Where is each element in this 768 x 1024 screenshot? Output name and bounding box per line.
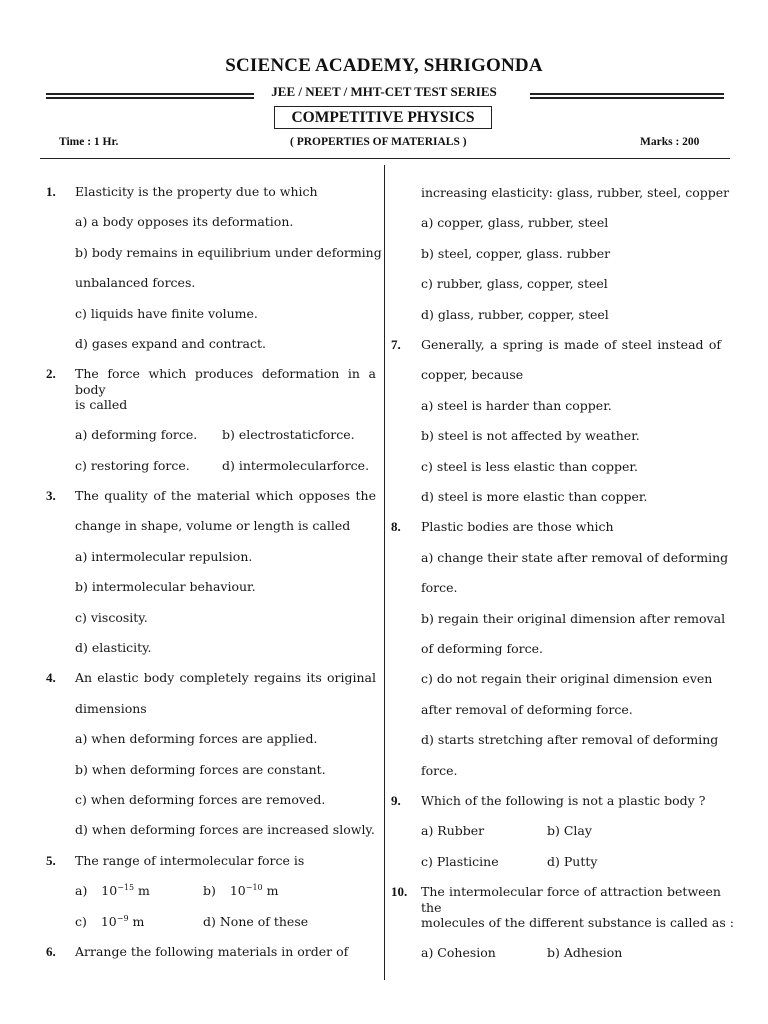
question-text: increasing elasticity: glass, rubber, steel, copper xyxy=(421,185,730,200)
answer-option: b) Adhesion xyxy=(547,945,623,960)
power-exponent: −15 xyxy=(117,883,135,893)
answer-option: a) steel is harder than copper. xyxy=(421,397,612,413)
answer-option: c) steel is less elastic than copper. xyxy=(421,458,638,474)
answer-option: b) when deforming forces are constant. xyxy=(75,761,326,777)
question-text: dimensions xyxy=(75,700,147,716)
test-series-subtitle: JEE / NEET / MHT-CET TEST SERIES xyxy=(271,84,497,99)
question-text: change in shape, volume or length is called xyxy=(75,518,351,534)
question-text: copper, because xyxy=(421,367,524,383)
column-divider xyxy=(384,165,385,980)
answer-option: d) steel is more elastic than copper. xyxy=(421,489,648,504)
answer-option xyxy=(203,883,278,899)
answer-option: b) steel is not affected by weather. xyxy=(421,428,640,444)
question-number: 7. xyxy=(391,337,401,352)
answer-option: d) Putty xyxy=(547,853,598,869)
unit-label: m xyxy=(128,913,145,929)
question-number: 1. xyxy=(46,184,56,199)
answer-option: a) when deforming forces are applied. xyxy=(75,731,318,747)
answer-option: b) Clay xyxy=(547,823,592,839)
question-number: 8. xyxy=(391,519,401,535)
answer-option: c) viscosity. xyxy=(75,609,148,625)
answer-option: b) steel, copper, glass. rubber xyxy=(421,245,611,261)
answer-option: of deforming force. xyxy=(421,641,544,656)
answer-option: after removal of deforming force. xyxy=(421,701,633,717)
answer-option: d) intermolecularforce. xyxy=(222,457,370,473)
question-number: 9. xyxy=(391,793,401,808)
answer-option: c) liquids have finite volume. xyxy=(75,305,258,321)
option-label: c) xyxy=(75,913,95,929)
answer-option: d) starts stretching after removal of deforming xyxy=(421,732,719,748)
question-text: Which of the following is not a plastic body ? xyxy=(421,793,706,808)
question-number: 4. xyxy=(46,670,56,686)
time-label: Time : 1 Hr. xyxy=(59,136,119,148)
answer-option: a) intermolecular repulsion. xyxy=(75,548,253,564)
power-exponent: −10 xyxy=(245,883,263,893)
answer-option xyxy=(75,914,144,930)
question-text: is called xyxy=(75,396,128,412)
unit-label: m xyxy=(134,883,150,899)
answer-option xyxy=(75,883,150,899)
answer-option: unbalanced forces. xyxy=(75,275,196,291)
power-exponent: −9 xyxy=(116,913,129,923)
answer-option: a) change their state after removal of deforming xyxy=(421,549,729,565)
question-text: An elastic body completely regains its original xyxy=(75,670,376,686)
question-number: 2. xyxy=(46,366,56,382)
question-number: 3. xyxy=(46,488,56,503)
answer-option: b) body remains in equilibrium under deforming xyxy=(75,244,382,260)
question-text: The quality of the material which opposes the xyxy=(75,488,376,503)
header-rule-right xyxy=(530,93,724,99)
option-label: b) xyxy=(203,883,224,899)
question-text: The intermolecular force of attraction between the xyxy=(421,884,721,916)
answer-option: d) when deforming forces are increased slowly. xyxy=(75,822,375,838)
answer-option: force. xyxy=(421,580,458,596)
question-text: Elasticity is the property due to which xyxy=(75,184,318,199)
subject-title-box: COMPETITIVE PHYSICS xyxy=(274,106,492,129)
option-label: a) xyxy=(75,883,96,899)
power-base: 10 xyxy=(101,883,118,899)
unit-label: m xyxy=(262,883,279,899)
answer-option: c) when deforming forces are removed. xyxy=(75,792,326,807)
question-text: Plastic bodies are those which xyxy=(421,519,614,535)
answer-option: b) electrostaticforce. xyxy=(222,427,355,443)
answer-option: a) Rubber xyxy=(421,823,485,839)
answer-option: c) Plasticine xyxy=(421,853,499,869)
answer-option: c) do not regain their original dimension even xyxy=(421,671,713,687)
power-base: 10 xyxy=(229,883,246,899)
answer-option: c) rubber, glass, copper, steel xyxy=(421,276,608,292)
topic-label: ( PROPERTIES OF MATERIALS ) xyxy=(290,136,467,148)
question-number: 10. xyxy=(391,884,408,900)
answer-option: a) deforming force. xyxy=(75,427,198,443)
marks-label: Marks : 200 xyxy=(640,136,700,148)
answer-option: a) Cohesion xyxy=(421,945,496,960)
answer-option: d) None of these xyxy=(203,913,309,929)
answer-option: a) copper, glass, rubber, steel xyxy=(421,215,609,231)
header-divider xyxy=(40,158,730,159)
answer-option: d) gases expand and contract. xyxy=(75,336,266,351)
answer-option: c) restoring force. xyxy=(75,457,190,473)
question-text: Arrange the following materials in order of xyxy=(75,944,349,959)
answer-option: d) glass, rubber, copper, steel xyxy=(421,306,609,322)
answer-option: force. xyxy=(421,762,458,778)
question-text: The range of intermolecular force is xyxy=(75,852,305,868)
question-number: 6. xyxy=(46,944,56,959)
power-base: 10 xyxy=(100,913,117,929)
institute-title: SCIENCE ACADEMY, SHRIGONDA xyxy=(225,55,543,76)
question-text: molecules of the different substance is called as : xyxy=(421,914,734,930)
question-text: Generally, a spring is made of steel instead of xyxy=(421,337,721,352)
answer-option: b) intermolecular behaviour. xyxy=(75,579,256,595)
question-text: The force which produces deformation in a body xyxy=(75,366,376,398)
answer-option: b) regain their original dimension after removal xyxy=(421,610,726,626)
answer-option: d) elasticity. xyxy=(75,640,152,655)
question-number: 5. xyxy=(46,852,56,868)
answer-option: a) a body opposes its deformation. xyxy=(75,214,294,230)
